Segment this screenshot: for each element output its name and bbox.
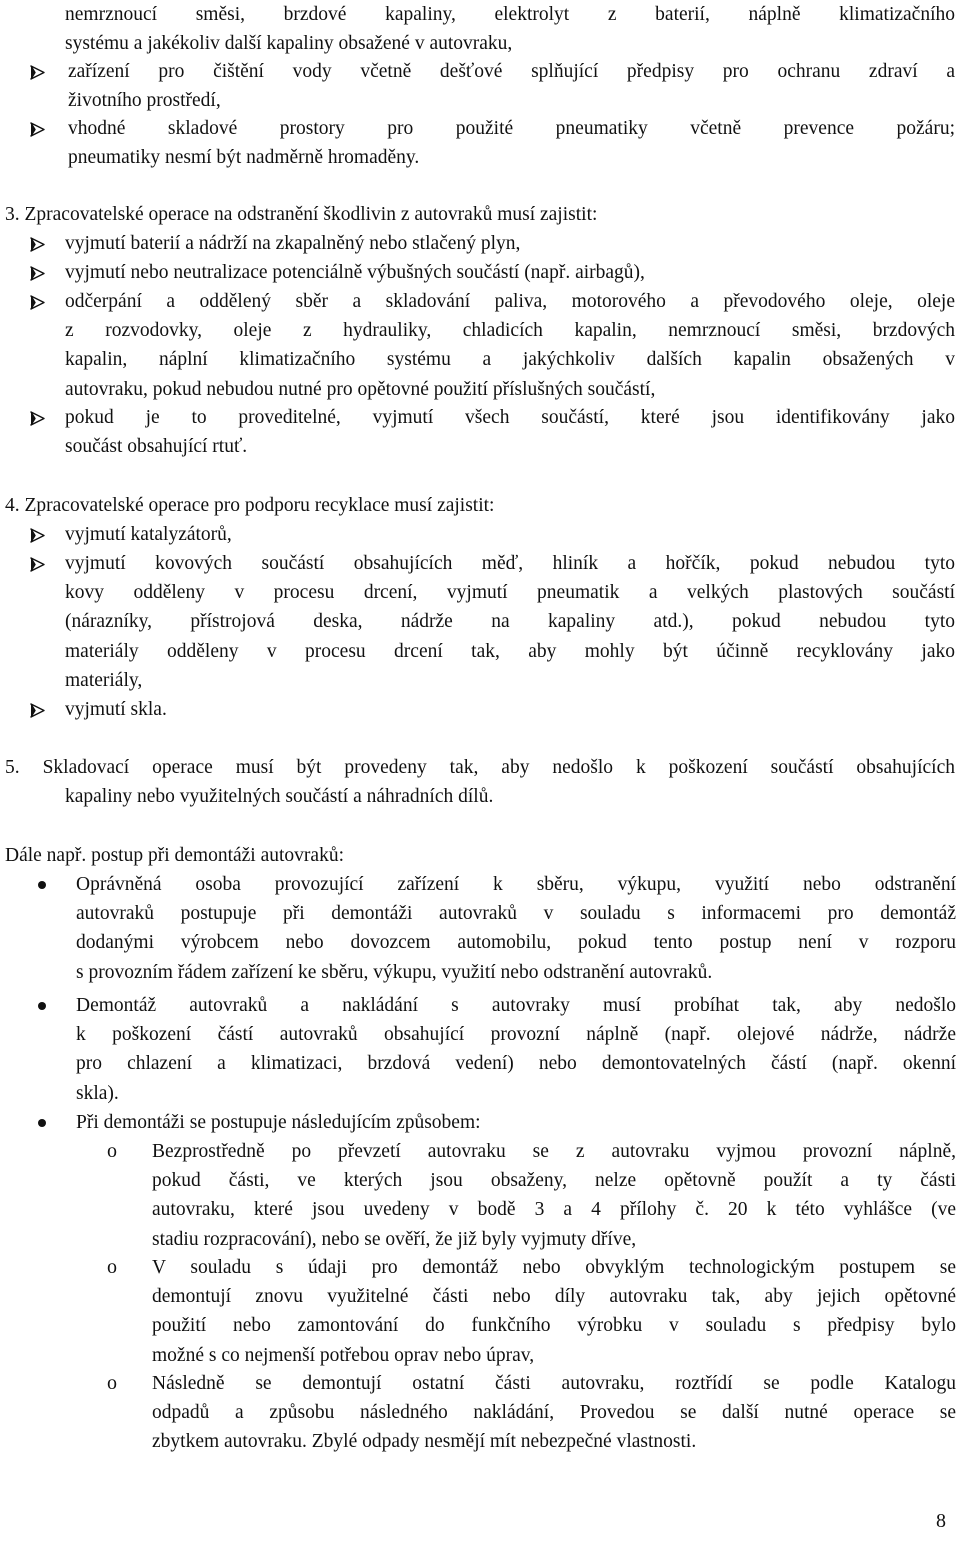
sub-item-line: Bezprostředně po převzetí autovraku se z autovraku vyjmou provozní náplně, bbox=[152, 1141, 956, 1162]
arrow-bullet-icon bbox=[30, 556, 45, 571]
sub-bullet-marker: o bbox=[107, 1140, 117, 1162]
arrow-bullet-icon bbox=[30, 265, 45, 280]
section-5-heading: 5. Skladovací operace musí být provedeny tak, aby nedošlo k poškození součástí obsahujících bbox=[5, 757, 955, 778]
sub-bullet-marker: o bbox=[107, 1256, 117, 1278]
bullet-item-line: kovy odděleny v procesu drcení, vyjmutí pneumatik a velkých plastových součástí bbox=[65, 582, 955, 604]
bullet-item-line: pro chlazení a klimatizaci, brzdová vedení) nebo demontovatelných částí (např. okenní bbox=[76, 1053, 956, 1075]
arrow-bullet-icon bbox=[30, 121, 45, 136]
section-5-line: kapaliny nebo využitelných součástí a náhradních dílů. bbox=[65, 786, 494, 807]
arrow-bullet-icon bbox=[30, 527, 45, 542]
sub-item-line: pokud části, ve kterých jsou obsaženy, nelze opětovně použít a ty části bbox=[152, 1170, 956, 1192]
arrow-bullet-icon bbox=[30, 410, 45, 425]
arrow-bullet-icon bbox=[30, 294, 45, 309]
arrow-bullet-icon bbox=[30, 236, 45, 251]
bullet-item-line: zařízení pro čištění vody včetně dešťové splňující předpisy pro ochranu zdraví a bbox=[68, 61, 955, 82]
bullet-item-line: vyjmutí baterií a nádrží na zkapalněný nebo stlačený plyn, bbox=[65, 233, 521, 254]
bullet-item-line: k poškození částí autovraků obsahující provozní náplně (např. olejové nádrže, nádrže bbox=[76, 1024, 956, 1046]
bullet-item-line: Při demontáži se postupuje následujícím způsobem: bbox=[76, 1112, 481, 1133]
bullet-item-line: životního prostředí, bbox=[68, 90, 221, 111]
bullet-item-line: z rozvodovky, oleje z hydrauliky, chladicích kapalin, nemrznoucí směsi, brzdových bbox=[65, 320, 955, 342]
sub-item-line: demontují znovu využitelné části nebo díly autovraku tak, aby jejich opětovné bbox=[152, 1286, 956, 1308]
page-number: 8 bbox=[936, 1510, 946, 1532]
bullet-item-line: autovraku, pokud nebudou nutné pro opětovné použití příslušných součástí, bbox=[65, 378, 656, 400]
bullet-item-line: vyjmutí katalyzátorů, bbox=[65, 524, 232, 545]
paragraph-line: systému a jakékoliv další kapaliny obsažené v autovraku, bbox=[65, 33, 513, 54]
arrow-bullet-icon bbox=[30, 64, 45, 79]
bullet-dot-icon bbox=[38, 1002, 46, 1010]
section-4-heading: 4. Zpracovatelské operace pro podporu recyklace musí zajistit: bbox=[5, 495, 495, 516]
sub-item-line: Následně se demontují ostatní části autovraku, roztřídí se podle Katalogu bbox=[152, 1373, 956, 1394]
sub-item-line: použití nebo zamontování do funkčního výrobku v souladu s předpisy bylo bbox=[152, 1315, 956, 1337]
bullet-item-line: vyjmutí kovových součástí obsahujících měď, hliník a hořčík, pokud nebudou tyto bbox=[65, 553, 955, 574]
bullet-item-line: pokud je to proveditelné, vyjmutí všech součástí, které jsou identifikovány jako bbox=[65, 407, 955, 428]
sub-item-line: odpadů a způsobu následného nakládání, Provedou se další nutné operace se bbox=[152, 1402, 956, 1424]
subheading: Dále např. postup při demontáži autovraků: bbox=[5, 845, 344, 866]
sub-item-line: zbytkem autovraku. Zbylé odpady nesmějí mít nebezpečné vlastnosti. bbox=[152, 1431, 697, 1453]
bullet-item-line: odčerpání a oddělený sběr a skladování paliva, motorového a převodového oleje, oleje bbox=[65, 291, 955, 312]
bullet-item-line: (nárazníky, přístrojová deska, nádrže na kapaliny atd.), pokud nebudou tyto bbox=[65, 611, 955, 633]
bullet-item-line: vhodné skladové prostory pro použité pneumatiky včetně prevence požáru; bbox=[68, 118, 955, 139]
bullet-item-line: vyjmutí nebo neutralizace potenciálně výbušných součástí (např. airbagů), bbox=[65, 262, 645, 283]
sub-item-line: stadiu rozpracování), nebo se ověří, že již byly vyjmuty dříve, bbox=[152, 1228, 637, 1250]
bullet-item-line: vyjmutí skla. bbox=[65, 699, 167, 720]
bullet-item-line: kapalin, náplní klimatizačního systému a jakýchkoliv dalších kapalin obsažených v bbox=[65, 349, 955, 371]
sub-item-line: V souladu s údaji pro demontáž nebo obvyklým technologickým postupem se bbox=[152, 1257, 956, 1278]
bullet-item-line: s provozním řádem zařízení ke sběru, výkupu, využití nebo odstranění autovraků. bbox=[76, 961, 713, 983]
bullet-item-line: součást obsahující rtuť. bbox=[65, 436, 248, 458]
bullet-item-line: Oprávněná osoba provozující zařízení k sběru, výkupu, využití nebo odstranění bbox=[76, 874, 956, 895]
bullet-item-line: pneumatiky nesmí být nadměrně hromaděny. bbox=[68, 147, 420, 168]
bullet-item-line: Demontáž autovraků a nakládání s autovraky musí probíhat tak, aby nedošlo bbox=[76, 995, 956, 1016]
section-3-heading: 3. Zpracovatelské operace na odstranění škodlivin z autovraků musí zajistit: bbox=[5, 204, 598, 225]
bullet-item-line: skla). bbox=[76, 1082, 119, 1104]
arrow-bullet-icon bbox=[30, 702, 45, 717]
bullet-dot-icon bbox=[38, 1119, 46, 1127]
bullet-item-line: materiály odděleny v procesu drcení tak, aby mohly být účinně recyklovány jako bbox=[65, 640, 955, 662]
sub-bullet-marker: o bbox=[107, 1372, 117, 1394]
bullet-item-line: autovraků postupuje při demontáži autovraků v souladu s informacemi pro demontáž bbox=[76, 903, 956, 925]
bullet-item-line: materiály, bbox=[65, 669, 143, 691]
sub-item-line: možné s co nejmenší potřebou oprav nebo úprav, bbox=[152, 1344, 535, 1366]
bullet-dot-icon bbox=[38, 881, 46, 889]
paragraph-line: nemrznoucí směsi, brzdové kapaliny, elektrolyt z baterií, náplně klimatizačního bbox=[65, 4, 955, 25]
bullet-item-line: dodanými výrobcem nebo dovozcem automobilu, pokud tento postup není v rozporu bbox=[76, 932, 956, 954]
sub-item-line: autovraku, které jsou uvedeny v bodě 3 a 4 přílohy č. 20 k této vyhlášce (ve bbox=[152, 1199, 956, 1221]
